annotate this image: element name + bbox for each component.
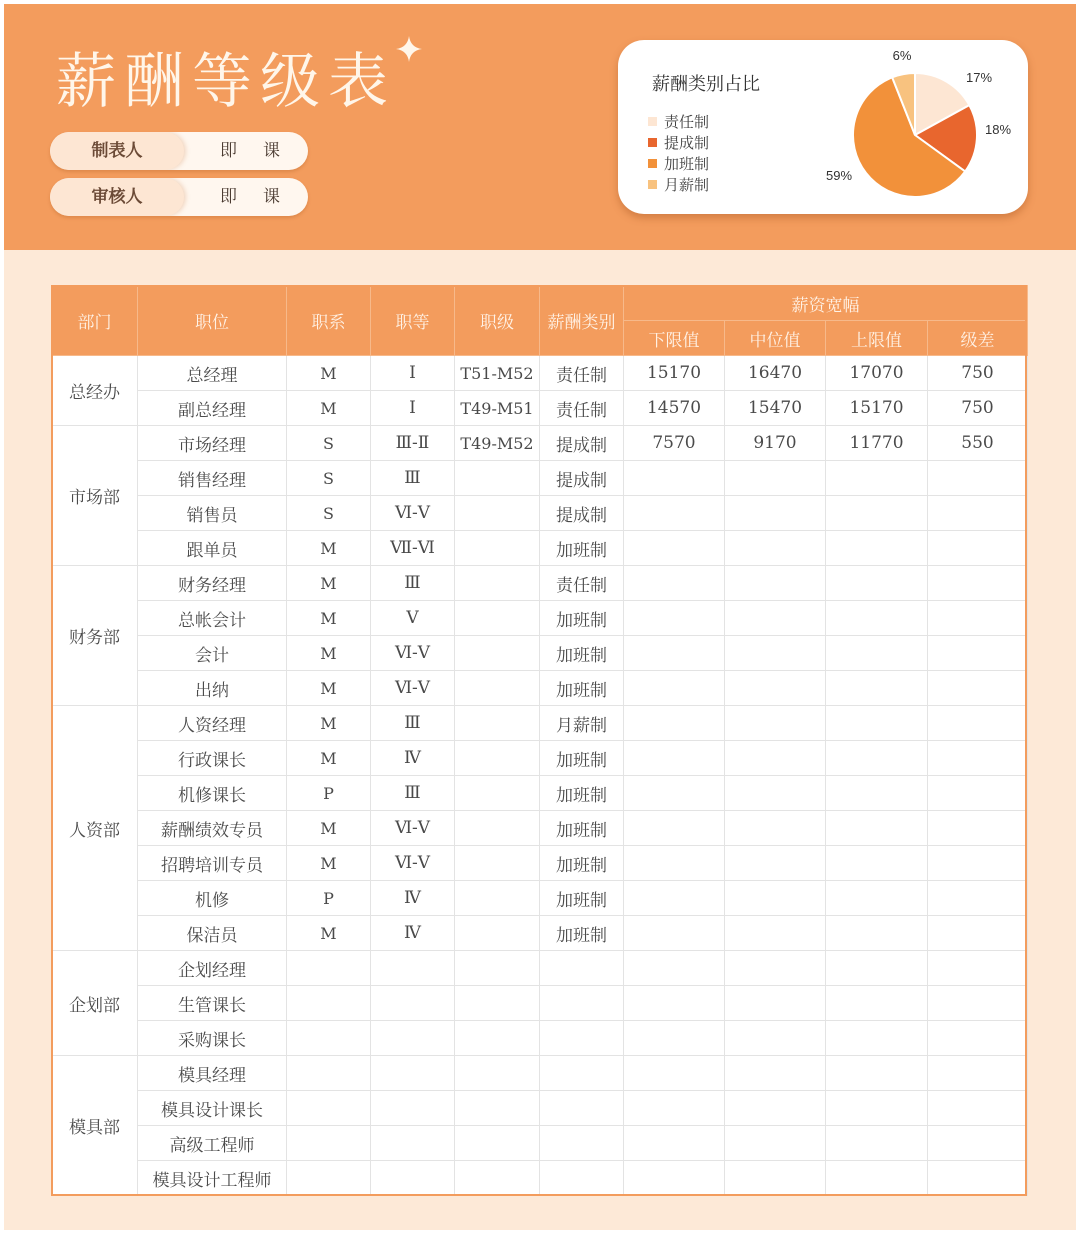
level-cell: T51-M52: [455, 356, 540, 391]
pay-type-cell: [540, 1161, 624, 1196]
pay-type-cell: 加班制: [540, 776, 624, 811]
max-cell: [826, 1021, 928, 1056]
mid-cell: [725, 916, 826, 951]
mid-cell: [725, 496, 826, 531]
max-cell: [826, 741, 928, 776]
min-cell: [624, 531, 725, 566]
max-cell: [826, 776, 928, 811]
pay-type-cell: 提成制: [540, 496, 624, 531]
position-cell: 生管课长: [138, 986, 287, 1021]
level-cell: T49-M51: [455, 391, 540, 426]
header-mid: 中位值: [725, 321, 826, 356]
grade-cell: Ⅵ-Ⅴ: [371, 636, 455, 671]
grade-cell: Ⅵ-Ⅴ: [371, 496, 455, 531]
table-row: [52, 426, 1028, 461]
header-min: 下限值: [624, 321, 725, 356]
diff-cell: [928, 706, 1028, 741]
min-cell: [624, 881, 725, 916]
level-cell: [455, 1091, 540, 1126]
min-cell: [624, 1091, 725, 1126]
mid-cell: [725, 531, 826, 566]
dept-cell: 企划部: [52, 951, 138, 1056]
mid-cell: 16470: [725, 356, 826, 391]
min-cell: [624, 636, 725, 671]
level-cell: [455, 881, 540, 916]
min-cell: [624, 951, 725, 986]
mid-cell: [725, 461, 826, 496]
pay-type-cell: 月薪制: [540, 706, 624, 741]
min-cell: [624, 1056, 725, 1091]
min-cell: [624, 1126, 725, 1161]
grade-cell: Ⅲ: [371, 461, 455, 496]
max-cell: [826, 566, 928, 601]
dept-cell: 财务部: [52, 566, 138, 706]
series-cell: P: [287, 776, 371, 811]
max-cell: [826, 1126, 928, 1161]
max-cell: [826, 636, 928, 671]
legend-label: 月薪制: [664, 176, 710, 194]
position-cell: 招聘培训专员: [138, 846, 287, 881]
level-cell: [455, 1021, 540, 1056]
reviewer-label: 审核人: [50, 178, 184, 216]
grade-cell: Ⅰ: [371, 356, 455, 391]
header-dept: 部门: [52, 286, 138, 356]
sparkle-icon: [394, 34, 424, 64]
position-cell: 行政课长: [138, 741, 287, 776]
header-max: 上限值: [826, 321, 928, 356]
position-cell: 总帐会计: [138, 601, 287, 636]
header-level: 职级: [455, 286, 540, 356]
series-cell: [287, 986, 371, 1021]
pay-type-cell: 加班制: [540, 811, 624, 846]
mid-cell: [725, 1126, 826, 1161]
max-cell: [826, 531, 928, 566]
position-cell: 模具设计课长: [138, 1091, 287, 1126]
table-row: [52, 741, 1028, 776]
diff-cell: [928, 601, 1028, 636]
grade-cell: [371, 951, 455, 986]
max-cell: 11770: [826, 426, 928, 461]
level-cell: [455, 846, 540, 881]
pay-type-cell: 责任制: [540, 356, 624, 391]
mid-cell: [725, 741, 826, 776]
pay-type-cell: 加班制: [540, 636, 624, 671]
chart-title: 薪酬类别占比: [652, 74, 760, 95]
diff-cell: [928, 916, 1028, 951]
min-cell: [624, 461, 725, 496]
salary-table-wrapper: [51, 285, 1027, 1196]
level-cell: [455, 461, 540, 496]
table-row: [52, 356, 1028, 391]
grade-cell: Ⅶ-Ⅵ: [371, 531, 455, 566]
dept-cell: 市场部: [52, 426, 138, 566]
table-row: [52, 496, 1028, 531]
dept-cell: 总经办: [52, 356, 138, 426]
pay-type-cell: 加班制: [540, 671, 624, 706]
table-row: [52, 986, 1028, 1021]
series-cell: S: [287, 426, 371, 461]
mid-cell: 15470: [725, 391, 826, 426]
diff-cell: [928, 881, 1028, 916]
grade-cell: Ⅴ: [371, 601, 455, 636]
mid-cell: [725, 601, 826, 636]
min-cell: [624, 671, 725, 706]
max-cell: [826, 1091, 928, 1126]
pie-data-label: 59%: [825, 168, 853, 183]
position-cell: 会计: [138, 636, 287, 671]
position-cell: 机修课长: [138, 776, 287, 811]
series-cell: [287, 1056, 371, 1091]
position-cell: 总经理: [138, 356, 287, 391]
table-row: [52, 706, 1028, 741]
level-cell: [455, 636, 540, 671]
max-cell: 15170: [826, 391, 928, 426]
mid-cell: [725, 1091, 826, 1126]
series-cell: [287, 1126, 371, 1161]
page-title: 薪酬等级表: [56, 47, 396, 117]
dept-cell: 人资部: [52, 706, 138, 951]
series-cell: M: [287, 706, 371, 741]
diff-cell: [928, 496, 1028, 531]
table-row: [52, 811, 1028, 846]
pay-type-cell: 责任制: [540, 566, 624, 601]
maker-value: 即课: [220, 141, 306, 161]
pie-chart-card: [618, 40, 1028, 214]
table-row: [52, 951, 1028, 986]
table-row: [52, 461, 1028, 496]
mid-cell: [725, 986, 826, 1021]
level-cell: [455, 706, 540, 741]
table-row: [52, 1161, 1028, 1196]
level-cell: [455, 531, 540, 566]
diff-cell: 750: [928, 356, 1028, 391]
max-cell: [826, 601, 928, 636]
reviewer-value: 即课: [220, 187, 306, 207]
level-cell: T49-M52: [455, 426, 540, 461]
series-cell: M: [287, 566, 371, 601]
level-cell: [455, 496, 540, 531]
level-cell: [455, 671, 540, 706]
pay-type-cell: [540, 1056, 624, 1091]
mid-cell: [725, 881, 826, 916]
level-cell: [455, 986, 540, 1021]
table-row: [52, 1126, 1028, 1161]
level-cell: [455, 811, 540, 846]
legend-label: 提成制: [664, 134, 710, 152]
pay-type-cell: 加班制: [540, 916, 624, 951]
series-cell: M: [287, 636, 371, 671]
level-cell: [455, 1056, 540, 1091]
grade-cell: Ⅳ: [371, 881, 455, 916]
max-cell: 17070: [826, 356, 928, 391]
mid-cell: [725, 951, 826, 986]
grade-cell: Ⅲ: [371, 566, 455, 601]
series-cell: M: [287, 846, 371, 881]
level-cell: [455, 566, 540, 601]
position-cell: 出纳: [138, 671, 287, 706]
max-cell: [826, 916, 928, 951]
mid-cell: [725, 636, 826, 671]
position-cell: 财务经理: [138, 566, 287, 601]
max-cell: [826, 881, 928, 916]
header-position: 职位: [138, 286, 287, 356]
position-cell: 模具经理: [138, 1056, 287, 1091]
grade-cell: Ⅲ-Ⅱ: [371, 426, 455, 461]
level-cell: [455, 1161, 540, 1196]
position-cell: 机修: [138, 881, 287, 916]
grade-cell: [371, 986, 455, 1021]
header-pay-type: 薪酬类别: [540, 286, 624, 356]
series-cell: M: [287, 671, 371, 706]
mid-cell: [725, 846, 826, 881]
series-cell: M: [287, 916, 371, 951]
series-cell: S: [287, 461, 371, 496]
diff-cell: [928, 986, 1028, 1021]
min-cell: [624, 776, 725, 811]
position-cell: 销售员: [138, 496, 287, 531]
table-row: [52, 916, 1028, 951]
min-cell: [624, 601, 725, 636]
series-cell: M: [287, 356, 371, 391]
position-cell: 人资经理: [138, 706, 287, 741]
position-cell: 副总经理: [138, 391, 287, 426]
diff-cell: [928, 1161, 1028, 1196]
grade-cell: Ⅲ: [371, 776, 455, 811]
pay-type-cell: 加班制: [540, 531, 624, 566]
level-cell: [455, 1126, 540, 1161]
diff-cell: [928, 951, 1028, 986]
min-cell: [624, 741, 725, 776]
diff-cell: [928, 846, 1028, 881]
position-cell: 跟单员: [138, 531, 287, 566]
pie-data-label: 6%: [892, 48, 912, 63]
grade-cell: Ⅳ: [371, 916, 455, 951]
grade-cell: Ⅵ-Ⅴ: [371, 846, 455, 881]
diff-cell: [928, 1091, 1028, 1126]
min-cell: [624, 916, 725, 951]
position-cell: 市场经理: [138, 426, 287, 461]
mid-cell: [725, 811, 826, 846]
position-cell: 销售经理: [138, 461, 287, 496]
max-cell: [826, 811, 928, 846]
diff-cell: [928, 1056, 1028, 1091]
pay-type-cell: 责任制: [540, 391, 624, 426]
pie-data-label: 17%: [965, 70, 993, 85]
series-cell: S: [287, 496, 371, 531]
pay-type-cell: [540, 1126, 624, 1161]
min-cell: 15170: [624, 356, 725, 391]
pay-type-cell: [540, 951, 624, 986]
series-cell: [287, 951, 371, 986]
min-cell: [624, 1021, 725, 1056]
dept-cell: 模具部: [52, 1056, 138, 1196]
series-cell: M: [287, 391, 371, 426]
pay-type-cell: [540, 986, 624, 1021]
level-cell: [455, 916, 540, 951]
max-cell: [826, 951, 928, 986]
series-cell: M: [287, 531, 371, 566]
grade-cell: [371, 1126, 455, 1161]
max-cell: [826, 671, 928, 706]
min-cell: [624, 846, 725, 881]
min-cell: [624, 811, 725, 846]
table-row: [52, 671, 1028, 706]
pie-chart: [618, 40, 1028, 214]
grade-cell: Ⅰ: [371, 391, 455, 426]
table-row: [52, 1021, 1028, 1056]
series-cell: M: [287, 811, 371, 846]
position-cell: 企划经理: [138, 951, 287, 986]
pay-type-cell: [540, 1091, 624, 1126]
grade-cell: Ⅵ-Ⅴ: [371, 671, 455, 706]
mid-cell: [725, 706, 826, 741]
diff-cell: [928, 566, 1028, 601]
pay-type-cell: 加班制: [540, 741, 624, 776]
pay-type-cell: 提成制: [540, 461, 624, 496]
table-row: [52, 391, 1028, 426]
header-diff: 级差: [928, 321, 1028, 356]
position-cell: 采购课长: [138, 1021, 287, 1056]
min-cell: [624, 706, 725, 741]
max-cell: [826, 461, 928, 496]
position-cell: 保洁员: [138, 916, 287, 951]
position-cell: 薪酬绩效专员: [138, 811, 287, 846]
min-cell: 14570: [624, 391, 725, 426]
max-cell: [826, 1161, 928, 1196]
pie-data-label: 18%: [984, 122, 1012, 137]
table-row: [52, 846, 1028, 881]
table-row: [52, 531, 1028, 566]
diff-cell: [928, 1021, 1028, 1056]
min-cell: [624, 1161, 725, 1196]
min-cell: [624, 496, 725, 531]
grade-cell: Ⅳ: [371, 741, 455, 776]
pay-type-cell: [540, 1021, 624, 1056]
table-row: [52, 636, 1028, 671]
position-cell: 高级工程师: [138, 1126, 287, 1161]
diff-cell: [928, 671, 1028, 706]
pay-type-cell: 加班制: [540, 846, 624, 881]
level-cell: [455, 601, 540, 636]
max-cell: [826, 706, 928, 741]
mid-cell: [725, 671, 826, 706]
grade-cell: [371, 1091, 455, 1126]
grade-cell: [371, 1056, 455, 1091]
mid-cell: [725, 566, 826, 601]
diff-cell: [928, 531, 1028, 566]
diff-cell: [928, 636, 1028, 671]
diff-cell: [928, 811, 1028, 846]
header-range-group: 薪资宽幅: [624, 286, 1028, 321]
grade-cell: [371, 1021, 455, 1056]
legend-label: 责任制: [664, 113, 710, 131]
diff-cell: 550: [928, 426, 1028, 461]
table-row: [52, 566, 1028, 601]
pay-type-cell: 加班制: [540, 601, 624, 636]
table-row: [52, 776, 1028, 811]
grade-cell: Ⅵ-Ⅴ: [371, 811, 455, 846]
mid-cell: 9170: [725, 426, 826, 461]
reviewer-field: [50, 178, 308, 216]
legend-label: 加班制: [664, 155, 710, 173]
max-cell: [826, 846, 928, 881]
grade-cell: Ⅲ: [371, 706, 455, 741]
diff-cell: [928, 1126, 1028, 1161]
level-cell: [455, 741, 540, 776]
diff-cell: [928, 461, 1028, 496]
diff-cell: 750: [928, 391, 1028, 426]
level-cell: [455, 951, 540, 986]
series-cell: P: [287, 881, 371, 916]
min-cell: 7570: [624, 426, 725, 461]
level-cell: [455, 776, 540, 811]
mid-cell: [725, 1021, 826, 1056]
series-cell: M: [287, 601, 371, 636]
table-row: [52, 1056, 1028, 1091]
header-series: 职系: [287, 286, 371, 356]
pay-type-cell: 加班制: [540, 881, 624, 916]
pay-type-cell: 提成制: [540, 426, 624, 461]
series-cell: [287, 1161, 371, 1196]
header-grade: 职等: [371, 286, 455, 356]
max-cell: [826, 986, 928, 1021]
max-cell: [826, 496, 928, 531]
series-cell: [287, 1021, 371, 1056]
table-row: [52, 1091, 1028, 1126]
mid-cell: [725, 1161, 826, 1196]
min-cell: [624, 986, 725, 1021]
position-cell: 模具设计工程师: [138, 1161, 287, 1196]
diff-cell: [928, 741, 1028, 776]
grade-cell: [371, 1161, 455, 1196]
maker-label: 制表人: [50, 132, 184, 170]
maker-field: [50, 132, 308, 170]
series-cell: [287, 1091, 371, 1126]
table-row: [52, 881, 1028, 916]
series-cell: M: [287, 741, 371, 776]
table-row: [52, 601, 1028, 636]
min-cell: [624, 566, 725, 601]
max-cell: [826, 1056, 928, 1091]
salary-table: [51, 285, 1028, 1196]
diff-cell: [928, 776, 1028, 811]
mid-cell: [725, 1056, 826, 1091]
mid-cell: [725, 776, 826, 811]
